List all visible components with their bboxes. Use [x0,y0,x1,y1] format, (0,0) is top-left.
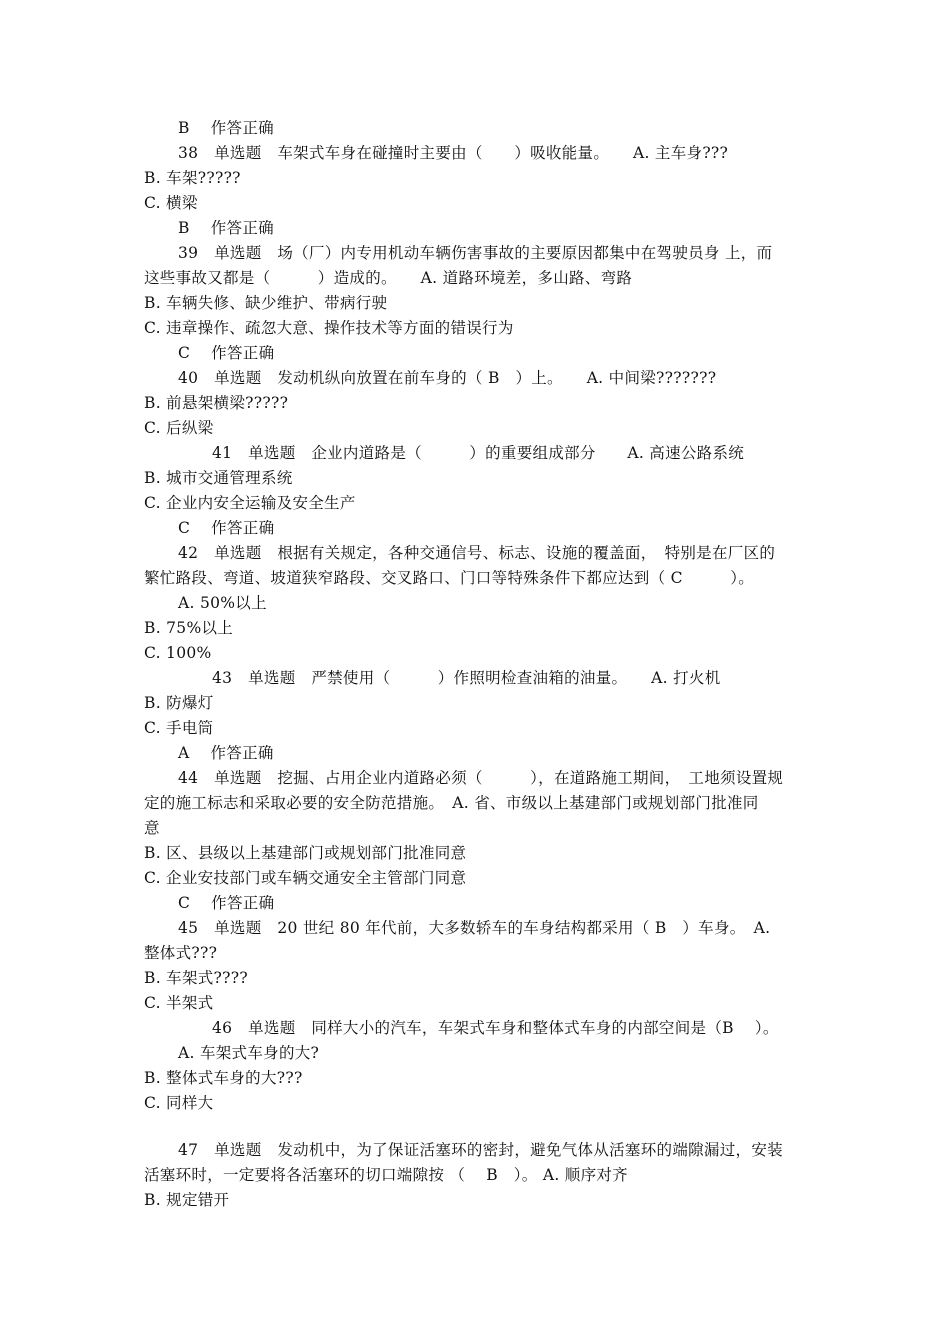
text-line: B. 车架式???? [144,969,248,987]
text-line: C. 手电筒 [144,719,214,737]
text-line: B. 75%以上 [144,619,234,637]
text-line: C. 企业安技部门或车辆交通安全主管部门同意 [144,869,467,887]
text-line: 39 单选题 场（厂）内专用机动车辆伤害事故的主要原因都集中在驾驶员身 上，而 [178,244,773,262]
text-line: B. 前悬架横梁????? [144,394,289,412]
text-line: A 作答正确 [178,744,274,762]
text-line: 整体式??? [144,944,218,962]
text-line: C 作答正确 [178,894,275,912]
text-line: 40 单选题 发动机纵向放置在前车身的（ B ）上。 A. 中间梁??????? [178,369,717,387]
text-line: B 作答正确 [178,119,274,137]
text-line: C. 半架式 [144,994,214,1012]
text-line: C. 100% [144,644,212,662]
text-line: C 作答正确 [178,344,275,362]
text-line: C. 违章操作、疏忽大意、操作技术等方面的错误行为 [144,319,514,337]
text-line: 41 单选题 企业内道路是（ ）的重要组成部分 A. 高速公路系统 [212,444,745,462]
text-line: 47 单选题 发动机中，为了保证活塞环的密封，避免气体从活塞环的端隙漏过，安装 [178,1141,783,1159]
text-line: B. 区、县级以上基建部门或规划部门批准同意 [144,844,467,862]
text-line: B. 城市交通管理系统 [144,469,293,487]
text-line: A. 50%以上 [178,594,267,612]
text-line: 意 [144,819,160,837]
text-line: C 作答正确 [178,519,275,537]
text-line: 38 单选题 车架式车身在碰撞时主要由（ ）吸收能量。 A. 主车身??? [178,144,729,162]
text-line: 繁忙路段、弯道、坡道狭窄路段、交叉路口、门口等特殊条件下都应达到（ C ）。 [144,569,755,587]
text-line: B. 车架????? [144,169,241,187]
text-line: 46 单选题 同样大小的汽车，车架式车身和整体式车身的内部空间是（B ）。 [212,1019,779,1037]
text-line: 这些事故又都是（ ）造成的。 A. 道路环境差，多山路、弯路 [144,269,633,287]
text-line: B 作答正确 [178,219,274,237]
text-line: 45 单选题 20 世纪 80 年代前，大多数轿车的车身结构都采用（ B ）车身。 A. [178,919,771,937]
text-line: C. 同样大 [144,1094,214,1112]
text-line: C. 企业内安全运输及安全生产 [144,494,356,512]
text-line: 42 单选题 根据有关规定，各种交通信号、标志、设施的覆盖面， 特别是在厂区的 [178,544,776,562]
text-line: B. 规定错开 [144,1191,230,1209]
text-line: B. 车辆失修、缺少维护、带病行驶 [144,294,388,312]
text-line: 43 单选题 严禁使用（ ）作照明检查油箱的油量。 A. 打火机 [212,669,721,687]
text-line: B. 防爆灯 [144,694,214,712]
text-line: 活塞环时，一定要将各活塞环的切口端隙按 （ B ）。 A. 顺序对齐 [144,1166,628,1184]
text-line: C. 后纵梁 [144,419,214,437]
text-line: B. 整体式车身的大??? [144,1069,303,1087]
text-line: 定的施工标志和采取必要的安全防范措施。 A. 省、市级以上基建部门或规划部门批准同 [144,794,759,812]
text-line: A. 车架式车身的大? [178,1044,320,1062]
text-line: C. 横梁 [144,194,198,212]
text-line: 44 单选题 挖掘、占用企业内道路必须（ ），在道路施工期间， 工地须设置规 [178,769,784,787]
